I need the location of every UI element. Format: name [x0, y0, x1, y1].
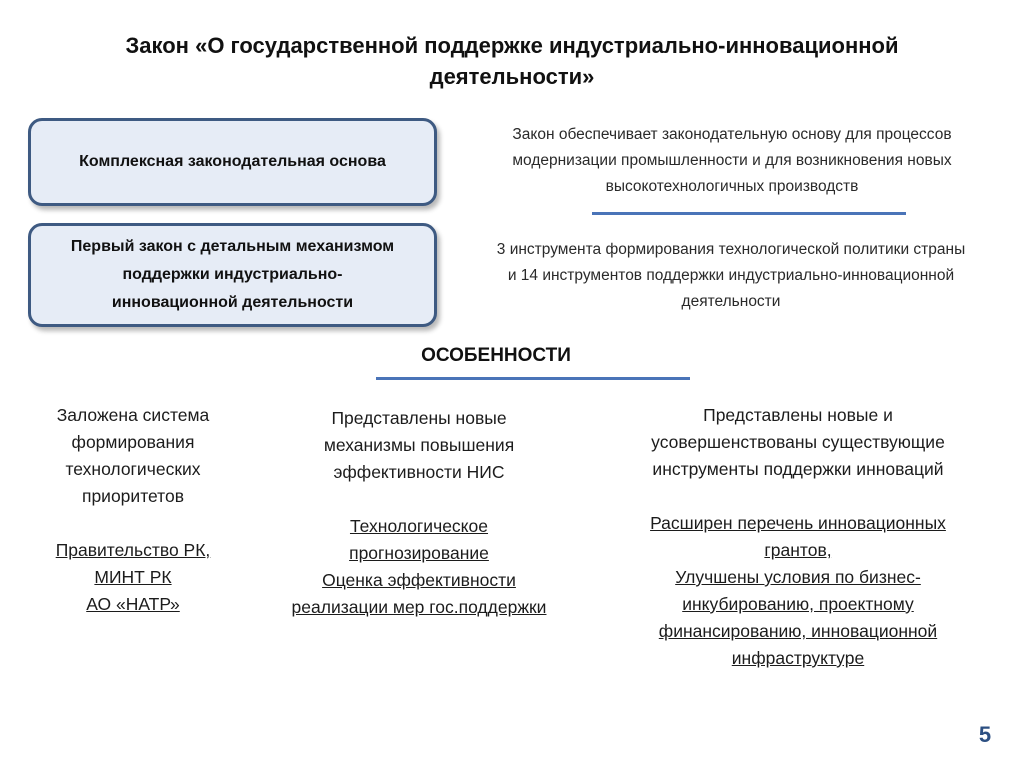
feature-line: эффективности НИС [333, 462, 505, 482]
page-number: 5 [978, 722, 992, 747]
feature-line: Заложена система [56, 405, 210, 425]
feature-link: Оценка эффективности [322, 570, 516, 590]
description-line: 3 инструмента формирования технологической политики страны [496, 241, 966, 258]
feature-link: реализации мер гос.поддержки [291, 597, 547, 617]
feature-link: Улучшены условия по бизнес- [675, 567, 921, 587]
title-line-1: Закон «О государственной поддержке индустриально-инновационной [125, 33, 899, 58]
description-line: деятельности [681, 293, 781, 310]
feature-line: усовершенствованы существующие [651, 432, 945, 452]
description-line: высокотехнологичных производств [605, 178, 859, 195]
feature-column-nis [258, 405, 580, 621]
divider-line [592, 212, 906, 215]
feature-line: формирования [71, 432, 195, 452]
feature-link: финансированию, инновационной [658, 621, 938, 641]
feature-line: технологических [65, 459, 201, 479]
feature-link: Технологическое [349, 516, 489, 536]
box-comprehensive-basis [28, 118, 437, 206]
title-line-2: деятельности» [429, 64, 595, 89]
box-line: инновационной деятельности [111, 294, 354, 311]
feature-link: Расширен перечень инновационных [650, 513, 946, 533]
feature-line: приоритетов [81, 486, 185, 506]
feature-column-innovation-tools [606, 402, 990, 672]
feature-link: грантов, [764, 540, 832, 560]
features-underline [376, 377, 690, 380]
box-line: поддержки индустриально- [122, 266, 343, 283]
description-legal-basis [456, 122, 1008, 200]
feature-link: инфраструктуре [731, 648, 865, 668]
description-instruments [446, 237, 1016, 315]
feature-link: АО «НАТР» [86, 594, 180, 614]
feature-link: МИНТ РК [94, 567, 172, 587]
box-line: Первый закон с детальным механизмом [70, 238, 395, 255]
page-title [40, 30, 984, 92]
description-line: Закон обеспечивает законодательную основу для процессов [512, 126, 952, 143]
feature-line: инструменты поддержки инноваций [652, 459, 944, 479]
feature-line: Представлены новые и [703, 405, 893, 425]
description-line: и 14 инструментов поддержки индустриально-инновационной [507, 267, 955, 284]
features-heading: ОСОБЕННОСТИ [421, 345, 571, 366]
feature-line: механизмы повышения [323, 435, 515, 455]
box-first-law [28, 223, 437, 327]
description-line: модернизации промышленности и для возникновения новых [512, 152, 952, 169]
feature-column-priorities [28, 402, 238, 618]
feature-line: Представлены новые [331, 408, 507, 428]
box-line: Комплексная законодательная основа [79, 153, 386, 170]
feature-link: инкубированию, проектному [682, 594, 914, 614]
feature-link: прогнозирование [349, 543, 489, 563]
feature-link: Правительство РК, [55, 540, 211, 560]
